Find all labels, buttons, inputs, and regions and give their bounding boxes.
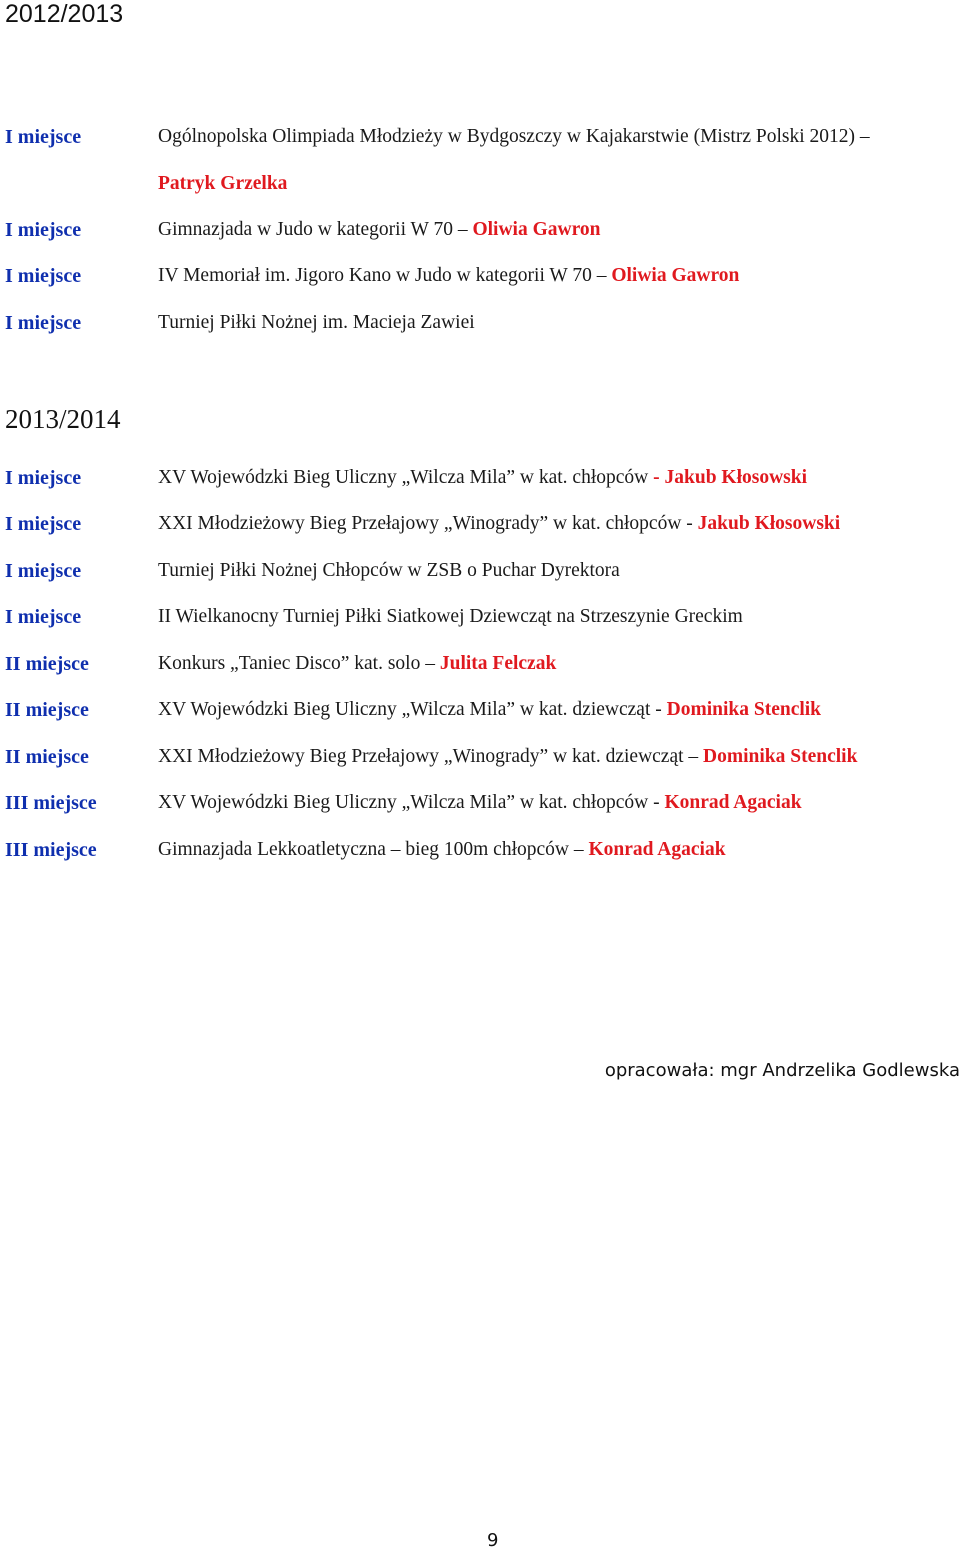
separator: – bbox=[683, 746, 704, 767]
achievement-row bbox=[0, 603, 960, 633]
event-text: II Wielkanocny Turniej Piłki Siatkowej Dziewcząt na Strzeszynie Greckim bbox=[158, 606, 743, 627]
event-text: XXI Młodzieżowy Bieg Przełajowy „Winogrady” w kat. chłopców bbox=[158, 513, 682, 534]
winner-name: Oliwia Gawron bbox=[472, 219, 601, 240]
separator: - bbox=[648, 792, 665, 813]
event-text: Turniej Piłki Nożnej Chłopców w ZSB o Puchar Dyrektora bbox=[158, 560, 620, 581]
event-text: Gimnazjada w Judo w kategorii W 70 bbox=[158, 219, 453, 240]
event-text: Gimnazjada Lekkoatletyczna – bieg 100m chłopców bbox=[158, 839, 569, 860]
section-year-heading: 2013/2014 bbox=[5, 404, 121, 434]
achievement-description bbox=[158, 603, 743, 631]
achievement-row bbox=[0, 262, 960, 292]
section-year-heading: 2012/2013 bbox=[5, 0, 124, 28]
event-text: Konkurs „Taniec Disco” kat. solo bbox=[158, 653, 421, 674]
achievement-description bbox=[158, 123, 870, 151]
achievement-description bbox=[158, 262, 739, 290]
place-label: I miejsce bbox=[5, 312, 82, 334]
achievement-description bbox=[158, 557, 620, 585]
achievement-row bbox=[0, 836, 960, 866]
event-text: Turniej Piłki Nożnej im. Macieja Zawiei bbox=[158, 312, 475, 333]
winner-name: Patryk Grzelka bbox=[158, 173, 288, 194]
place-label: I miejsce bbox=[5, 126, 82, 148]
achievement-description bbox=[158, 464, 807, 492]
achievement-row bbox=[0, 309, 960, 339]
event-text: XV Wojewódzki Bieg Uliczny „Wilcza Mila” w kat. dziewcząt bbox=[158, 699, 651, 720]
separator: – bbox=[452, 219, 473, 240]
event-text: XV Wojewódzki Bieg Uliczny „Wilcza Mila” w kat. chłopców bbox=[158, 467, 649, 488]
winner-name: Oliwia Gawron bbox=[611, 265, 740, 286]
separator: – bbox=[420, 653, 440, 674]
separator: – bbox=[568, 839, 589, 860]
place-label: II miejsce bbox=[5, 653, 89, 675]
achievement-row bbox=[0, 464, 960, 494]
achievement-description bbox=[158, 309, 475, 337]
author-credit: opracowała: mgr Andrzelika Godlewska bbox=[604, 1060, 960, 1081]
winner-name: Julita Felczak bbox=[439, 653, 557, 674]
achievement-row bbox=[0, 557, 960, 587]
separator: - bbox=[650, 699, 667, 720]
place-label: I miejsce bbox=[5, 265, 82, 287]
achievement-row bbox=[0, 510, 960, 540]
page-number: 9 bbox=[487, 1530, 499, 1551]
achievement-description bbox=[158, 650, 556, 678]
winner-name: Konrad Agaciak bbox=[588, 839, 726, 860]
separator: - bbox=[681, 513, 698, 534]
achievement-row bbox=[0, 216, 960, 246]
place-label: I miejsce bbox=[5, 560, 82, 582]
place-label: I miejsce bbox=[5, 513, 82, 535]
winner-name: Jakub Kłosowski bbox=[664, 467, 808, 488]
achievement-description bbox=[158, 696, 821, 724]
winner-name: Konrad Agaciak bbox=[664, 792, 802, 813]
place-label: I miejsce bbox=[5, 606, 82, 628]
achievement-description bbox=[158, 510, 840, 538]
achievement-row bbox=[0, 123, 960, 153]
place-label: II miejsce bbox=[5, 699, 89, 721]
achievement-row bbox=[0, 789, 960, 819]
winner-name: Dominika Stenclik bbox=[703, 746, 858, 767]
achievement-description bbox=[158, 836, 726, 864]
separator: – bbox=[855, 126, 870, 147]
winner-name: Jakub Kłosowski bbox=[697, 513, 841, 534]
achievement-row bbox=[0, 696, 960, 726]
place-label: II miejsce bbox=[5, 746, 89, 768]
achievement-description bbox=[158, 216, 601, 244]
achievement-row bbox=[0, 743, 960, 773]
place-label: III miejsce bbox=[5, 792, 97, 814]
event-text: Ogólnopolska Olimpiada Młodzieży w Bydgoszczy w Kajakarstwie (Mistrz Polski 2012) bbox=[158, 126, 856, 147]
place-label: III miejsce bbox=[5, 839, 97, 861]
achievement-description bbox=[158, 743, 857, 771]
place-label: I miejsce bbox=[5, 467, 82, 489]
separator: – bbox=[591, 265, 612, 286]
event-text: XXI Młodzieżowy Bieg Przełajowy „Winogrady” w kat. dziewcząt bbox=[158, 746, 684, 767]
achievement-description bbox=[158, 789, 802, 817]
separator: - bbox=[648, 467, 665, 488]
event-text: XV Wojewódzki Bieg Uliczny „Wilcza Mila” w kat. chłopców bbox=[158, 792, 649, 813]
achievement-row bbox=[0, 650, 960, 680]
winner-name: Dominika Stenclik bbox=[666, 699, 822, 720]
place-label: I miejsce bbox=[5, 219, 82, 241]
event-text: IV Memoriał im. Jigoro Kano w Judo w kategorii W 70 bbox=[158, 265, 592, 286]
